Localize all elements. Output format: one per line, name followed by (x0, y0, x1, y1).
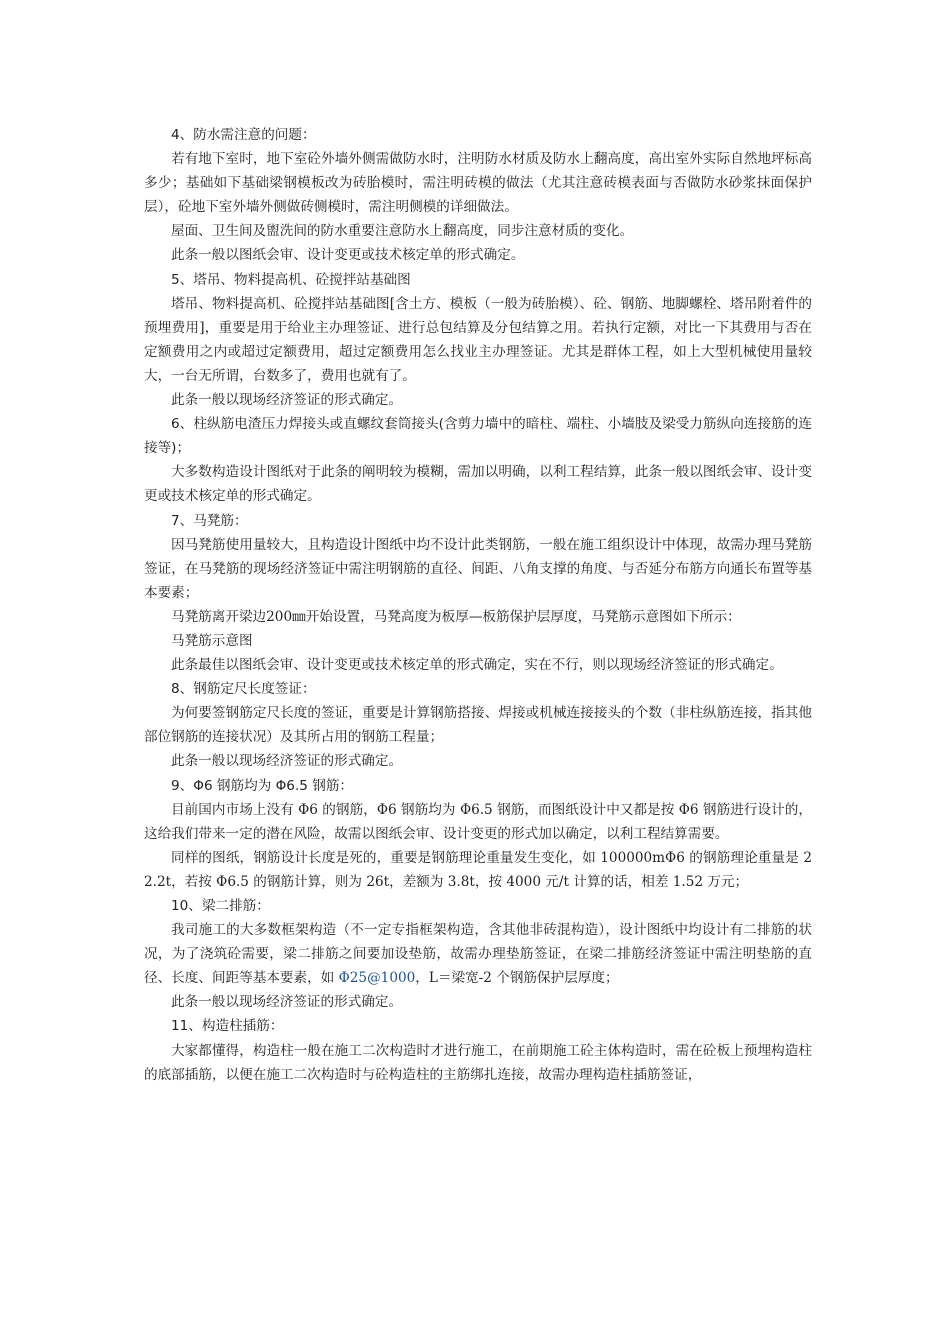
rebar-spec-highlight: Φ25@1000 (338, 970, 416, 987)
paragraph: 此条一般以图纸会审、设计变更或技术核定单的形式确定。 (171, 247, 525, 264)
paragraph: 大家都懂得，构造柱一般在施工二次构造时才进行施工，在前期施工砼主体构造时，需在砼板上预埋构造柱的底部插筋，以便在施工二次构造时与砼构造柱的主筋绑扎连接，故需办理构造柱插筋签证， (144, 1042, 812, 1083)
paragraph: 屋面、卫生间及盥洗间的防水重要注意防水上翻高度，同步注意材质的变化。 (171, 223, 634, 240)
heading-chair-bar: 7、马凳筋： (171, 512, 248, 529)
paragraph: 此条一般以现场经济签证的形式确定。 (171, 753, 403, 770)
paragraph: 大多数构造设计图纸对于此条的阐明较为模糊，需加以明确，以利工程结算，此条一般以图纸会审、设计变更或技术核定单的形式确定。 (144, 464, 812, 505)
document-body (144, 123, 812, 1087)
paragraph: 塔吊、物料提高机、砼搅拌站基础图[含土方、模板（一般为砖胎模）、砼、钢筋、地脚螺栓、塔吊附着件的预埋费用]，重要是用于给业主办理签证、进行总包结算及分包结算之用。若执行定额，对比一下其费用与否在定额费用之内或超过定额费用，超过定额费用怎么找业主办理签证。尤其是群体工程，如上大型机械使用量较大，一台无所谓，台数多了，费用也就有了。 (144, 295, 812, 384)
paragraph: 目前国内市场上没有 Φ6 的钢筋，Φ6 钢筋均为 Φ6.5 钢筋，而图纸设计中又都是按 Φ6 钢筋进行设计的，这给我们带来一定的潜在风险，故需以图纸会审、设计变更的形式加以确定，以利工程结算需要。 (144, 801, 812, 842)
heading-tower-crane: 5、塔吊、物料提高机、砼搅拌站基础图 (171, 271, 411, 288)
paragraph: 同样的图纸，钢筋设计长度是死的，重要是钢筋理论重量发生变化，如 100000mΦ6 的钢筋理论重量是 22.2t，若按 Φ6.5 的钢筋计算，则为 26t，差额为 3.8t，按 4000 元/t 计算的话，相差 1.52 万元； (144, 849, 812, 890)
paragraph: 因马凳筋使用量较大，且构造设计图纸中均不设计此类钢筋，一般在施工组织设计中体现，故需办理马凳筋签证，在马凳筋的现场经济签证中需注明钢筋的直径、间距、八角支撑的角度、与否延分布筋方向通长布置等基本要素； (144, 536, 812, 601)
paragraph: 此条一般以现场经济签证的形式确定。 (171, 392, 403, 409)
figure-caption: 马凳筋示意图 (171, 632, 253, 649)
heading-rebar-length: 8、钢筋定尺长度签证： (171, 681, 316, 698)
paragraph (144, 918, 812, 990)
heading-waterproofing: 4、防水需注意的问题： (171, 127, 316, 143)
paragraph-text: 我司施工的大多数框架构造（不一定专指框架构造，含其他非砖混构造），设计图纸中均设计有二排筋的状况，为了浇筑砼需要，梁二排筋之间要加设垫筋，故需办理垫筋签证，在梁二排筋经济签证中需注明垫筋的直径、长度、间距等基本要素，如 (144, 922, 812, 987)
paragraph-text: ，L＝梁宽-2 个钢筋保护层厚度； (415, 970, 619, 987)
paragraph: 此条一般以现场经济签证的形式确定。 (171, 994, 403, 1011)
paragraph: 为何要签钢筋定尺长度的签证，重要是计算钢筋搭接、焊接或机械连接接头的个数（非柱纵筋连接，指其他部位钢筋的连接状况）及其所占用的钢筋工程量； (144, 705, 812, 746)
paragraph: 马凳筋离开梁边200㎜开始设置，马凳高度为板厚—板筋保护层厚度，马凳筋示意图如下所示： (171, 608, 741, 625)
heading-column-rebar-joint: 6、柱纵筋电渣压力焊接头或直螺纹套筒接头(含剪力墙中的暗柱、端柱、小墙肢及梁受力筋纵向连接筋的连接等)； (144, 416, 812, 457)
heading-structural-column: 11、构造柱插筋： (171, 1018, 284, 1035)
paragraph: 若有地下室时，地下室砼外墙外侧需做防水时，注明防水材质及防水上翻高度，高出室外实际自然地坪标高多少；基础如下基础梁钢模板改为砖胎模时，需注明砖模的做法（尤其注意砖模表面与否做防水砂浆抹面保护层），砼地下室外墙外侧做砖侧模时，需注明侧模的详细做法。 (144, 151, 812, 216)
heading-beam-second-row: 10、梁二排筋： (171, 898, 270, 914)
paragraph: 此条最佳以图纸会审、设计变更或技术核定单的形式确定，实在不行，则以现场经济签证的形式确定。 (171, 657, 783, 674)
heading-rebar-diameter: 9、Φ6 钢筋均为 Φ6.5 钢筋： (171, 777, 354, 794)
